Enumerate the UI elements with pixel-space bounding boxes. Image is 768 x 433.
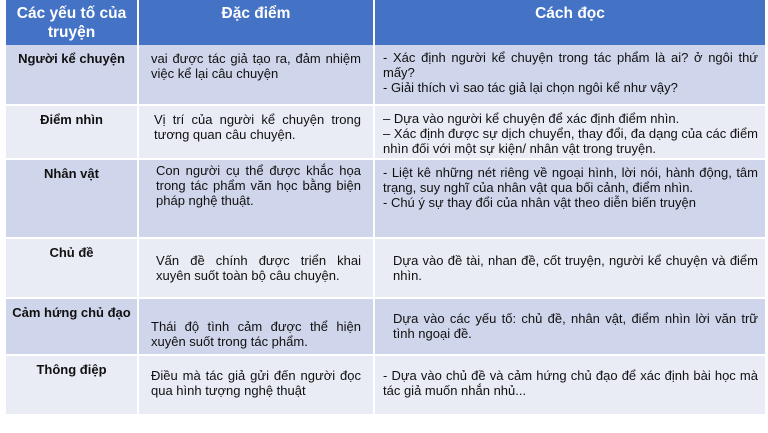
table-row [6, 298, 765, 355]
feature-cell: Con người cụ thể được khắc họa trong tác phẩm văn học bằng biện pháp nghệ thuật. [138, 159, 374, 238]
feature-cell: vai được tác giả tạo ra, đảm nhiệm việc kể lại câu chuyện [138, 45, 374, 105]
header-feature: Đặc điểm [138, 0, 374, 45]
story-elements-table [6, 0, 765, 416]
feature-cell: Vấn đề chính được triển khai xuyên suốt toàn bộ câu chuyện. [138, 238, 374, 298]
reading-line: - Xác định người kể chuyện trong tác phẩm là ai? ở ngôi thứ mấy? [383, 50, 758, 80]
factor-cell: Điểm nhìn [6, 105, 138, 159]
reading-line: - Chú ý sự thay đổi của nhân vật theo diễn biến truyện [383, 195, 696, 210]
reading-cell [374, 159, 765, 238]
reading-line: – Xác định được sự dịch chuyển, thay đổi, đa dạng của các điểm nhìn đối với một sự kiện/ nhân vật trong truyện. [383, 126, 758, 156]
table-row [6, 45, 765, 105]
reading-line: - Dựa vào chủ đề và cảm hứng chủ đạo để xác định bài học mà tác giả muốn nhắn nhủ... [383, 368, 758, 398]
factor-cell: Người kể chuyện [6, 45, 138, 105]
feature-cell: Điều mà tác giả gửi đến người đọc qua hình tượng nghệ thuật [138, 355, 374, 415]
header-factor: Các yếu tố của truyện [6, 0, 138, 45]
table-header-row [6, 0, 765, 45]
reading-cell [374, 105, 765, 159]
factor-cell: Nhân vật [6, 159, 138, 238]
factor-cell: Thông điệp [6, 355, 138, 415]
reading-cell [374, 355, 765, 415]
reading-line: Dựa vào các yếu tố: chủ đề, nhân vật, điểm nhìn lời văn trữ tình ngoại đề. [393, 311, 758, 341]
reading-line: - Giải thích vì sao tác giả lại chọn ngôi kể như vậy? [383, 80, 678, 95]
reading-line: – Dựa vào người kể chuyện để xác định điểm nhìn. [383, 111, 680, 126]
factor-cell: Chủ đề [6, 238, 138, 298]
table-row [6, 355, 765, 415]
feature-cell: Vị trí của người kể chuyện trong tương quan câu chuyện. [138, 105, 374, 159]
table-row [6, 159, 765, 238]
reading-cell [374, 238, 765, 298]
reading-cell [374, 45, 765, 105]
header-reading: Cách đọc [374, 0, 765, 45]
table-row [6, 105, 765, 159]
factor-cell: Cảm hứng chủ đạo [6, 298, 138, 355]
reading-line: - Liệt kê những nét riêng về ngoại hình, lời nói, hành động, tâm trạng, suy nghĩ của nhân vật qua bối cảnh, điểm nhìn. [383, 165, 758, 195]
table-row [6, 238, 765, 298]
feature-cell: Thái độ tình cảm được thể hiện xuyên suốt trong tác phẩm. [138, 298, 374, 355]
reading-cell [374, 298, 765, 355]
reading-line: Dựa vào đề tài, nhan đề, cốt truyện, người kể chuyện và điểm nhìn. [393, 253, 758, 283]
